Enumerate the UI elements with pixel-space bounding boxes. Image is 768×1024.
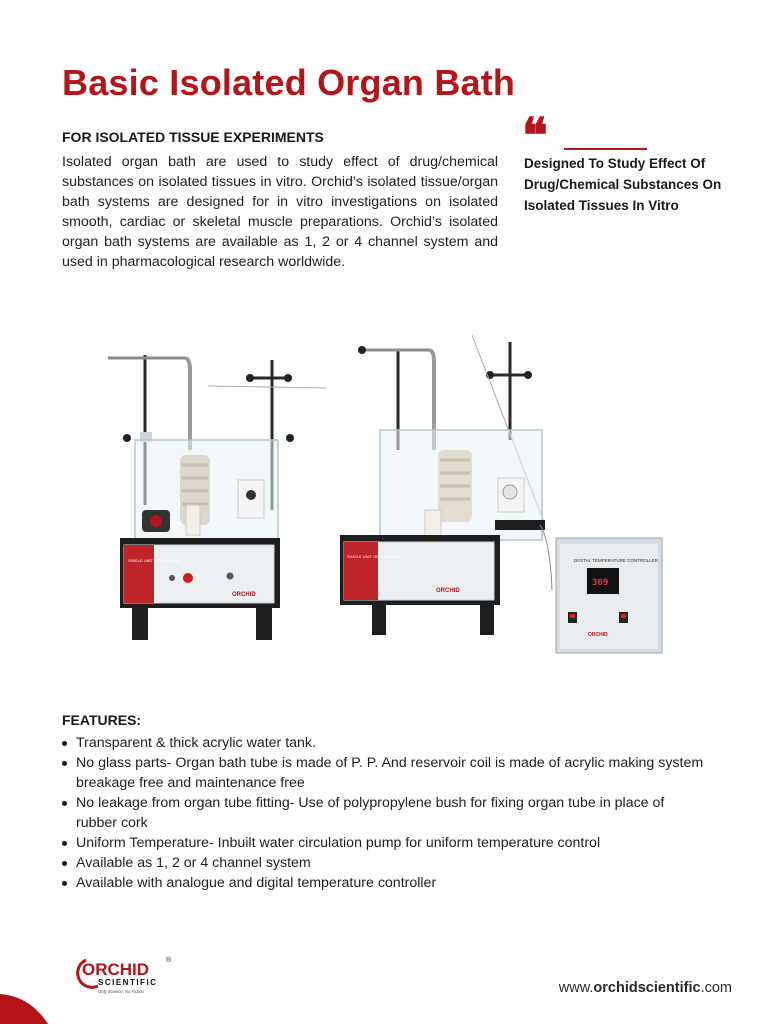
panel-brand-1: ORCHID (232, 592, 256, 598)
pull-quote: Designed To Study Effect Of Drug/Chemical Substances On Isolated Tissues In Vitro (524, 156, 722, 213)
panel-brand-2: ORCHID (436, 588, 460, 594)
logo-tagline: Only Science, No Fiction (98, 989, 144, 994)
quote-mark-icon: ❝ (522, 108, 544, 164)
intro-paragraph: Isolated organ bath are used to study effect of drug/chemical substances on isolated tissues in vitro. Orchid’s isolated tissue/organ bath systems are designed for in vitro investigations on isolated smooth, cardiac or skeletal muscle preparations. Orchid’s isolated organ bath systems are available as 1, 2 or 4 channel system and used in pharmacological research worldwide. (62, 154, 498, 270)
product-photo (100, 330, 670, 660)
list-item: No leakage from organ tube fitting- Use of polypropylene bush for fixing organ tube in place of rubber cork (62, 793, 708, 833)
list-item: Transparent & thick acrylic water tank. (62, 733, 708, 753)
controller-brand: ORCHID (588, 632, 608, 638)
logo-registered: ® (166, 957, 172, 964)
logo-sub: SCIENTIFIC (98, 978, 158, 987)
website-prefix: www. (558, 980, 594, 996)
quote-divider (564, 148, 647, 150)
logo-name: ORCHID (82, 960, 150, 979)
controller-readout: 369 (592, 578, 609, 588)
organ-bath-unit-1 (108, 355, 326, 640)
orchid-scientific-logo (68, 952, 188, 1000)
website-suffix: .com (700, 980, 732, 996)
page-title: Basic Isolated Organ Bath (62, 62, 516, 103)
list-item: Uniform Temperature- Inbuilt water circulation pump for uniform temperature control (62, 833, 708, 853)
panel-label-2: SINGLE UNIT ORGAN BATH (347, 554, 400, 559)
website-link[interactable] (559, 980, 732, 996)
temperature-controller (556, 538, 662, 653)
corner-decoration (0, 994, 90, 1024)
organ-bath-unit-2 (340, 335, 545, 635)
list-item: Available with analogue and digital temperature controller (62, 873, 708, 893)
features-list (62, 733, 708, 893)
panel-label-1: SINGLE UNIT ORGAN BATH (128, 558, 181, 563)
list-item: Available as 1, 2 or 4 channel system (62, 853, 708, 873)
list-item: No glass parts- Organ bath tube is made of P. P. And reservoir coil is made of acrylic making system breakage free and maintenance free (62, 753, 708, 793)
page-subtitle: FOR ISOLATED TISSUE EXPERIMENTS (62, 129, 324, 145)
controller-label: DIGITAL TEMPERATURE CONTROLLER (574, 558, 658, 563)
website-domain: orchidscientific (593, 980, 701, 996)
features-heading: FEATURES: (62, 712, 142, 728)
